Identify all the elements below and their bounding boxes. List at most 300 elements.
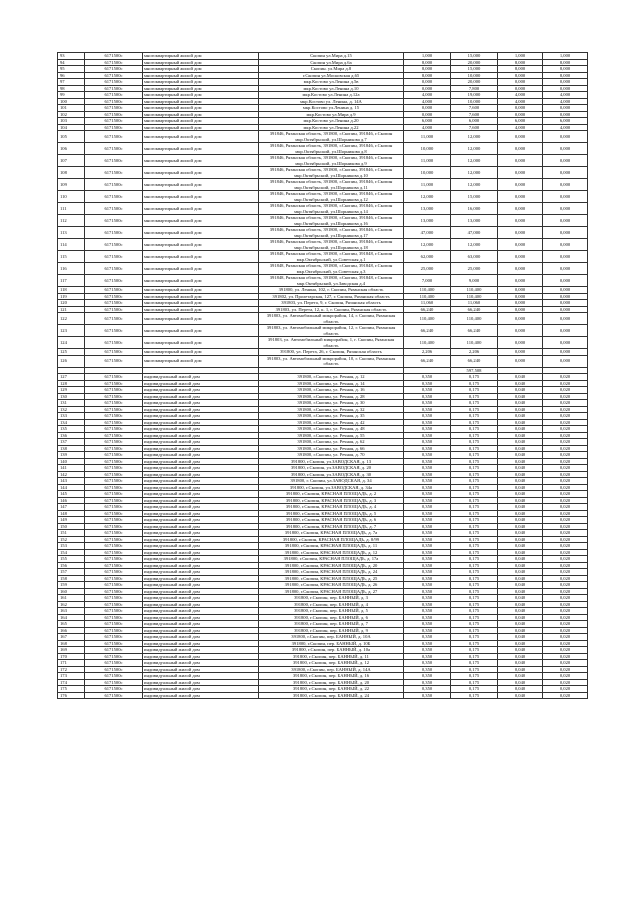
- cell-address: 391800, г.Скопин, ул.ЗАВОДСКАЯ, д. 30: [259, 471, 404, 478]
- cell-value-3: 0,000: [498, 251, 543, 263]
- cell-code: 6171500с: [85, 167, 143, 179]
- cell-code: 6171500с: [85, 337, 143, 349]
- cell-value-2: 66,240: [451, 306, 498, 313]
- cell-value-2: 0,175: [451, 380, 498, 387]
- cell-value-3: 0,040: [498, 465, 543, 472]
- cell-row-number: 104: [58, 124, 85, 131]
- cell-code: 6171500с: [85, 275, 143, 287]
- cell-value-4: 0,020: [543, 647, 588, 654]
- cell-code: 6171500с: [85, 556, 143, 563]
- cell-value-3: 0,000: [498, 111, 543, 118]
- cell-value-1: 0,350: [404, 692, 451, 699]
- cell-code: 6171500с: [85, 355, 143, 367]
- cell-object-type: индивидуальный жилой дом: [143, 497, 259, 504]
- cell-value-1: 0,350: [404, 471, 451, 478]
- table-row: [58, 325, 588, 337]
- cell-row-number: 138: [58, 445, 85, 452]
- cell-value-2: 20,000: [451, 59, 498, 66]
- data-table: [57, 52, 588, 699]
- cell-value-1: 0,350: [404, 452, 451, 459]
- cell-value-1: 0,350: [404, 387, 451, 394]
- cell-code: 6171500с: [85, 679, 143, 686]
- cell-value-2: 25,000: [451, 263, 498, 275]
- cell-address: 391800, г.Скопин, КРАСНАЯ ПЛОЩАДЬ, д. 25: [259, 575, 404, 582]
- table-row: [58, 227, 588, 239]
- cell-address: 391800, г.Скопин, пер. БАННЫЙ, д. 4: [259, 601, 404, 608]
- cell-code: 6171500с: [85, 673, 143, 680]
- cell-value-2: 0,175: [451, 562, 498, 569]
- cell-object-type: индивидуальный жилой дом: [143, 478, 259, 485]
- cell-value-3: 0,000: [498, 337, 543, 349]
- cell-code: 6171500с: [85, 400, 143, 407]
- cell-value-3: 0,040: [498, 491, 543, 498]
- cell-value-3: 0,040: [498, 575, 543, 582]
- cell-value-1: 0,350: [404, 458, 451, 465]
- cell-value-2: 0,175: [451, 608, 498, 615]
- cell-row-number: 100: [58, 98, 85, 105]
- cell-code: 6171500с: [85, 465, 143, 472]
- cell-object-type: многоквартирный жилой дом: [143, 72, 259, 79]
- cell-value-2: 0,175: [451, 510, 498, 517]
- cell-value-1: 0,000: [404, 79, 451, 86]
- cell-row-number: 154: [58, 549, 85, 556]
- cell-value-3: 0,040: [498, 471, 543, 478]
- cell-object-type: индивидуальный жилой дом: [143, 634, 259, 641]
- cell-code: 6171500с: [85, 666, 143, 673]
- cell-value-3: 0,040: [498, 634, 543, 641]
- cell-value-2: 47,000: [451, 227, 498, 239]
- cell-value-4: 0,020: [543, 406, 588, 413]
- cell-row-number: 157: [58, 569, 85, 576]
- cell-object-type: индивидуальный жилой дом: [143, 471, 259, 478]
- cell-object-type: индивидуальный жилой дом: [143, 575, 259, 582]
- cell-value-2: 0,175: [451, 556, 498, 563]
- cell-value-4: 0,020: [543, 510, 588, 517]
- cell-code: 6171500с: [85, 536, 143, 543]
- cell-object-type: индивидуальный жилой дом: [143, 452, 259, 459]
- cell-value-3: 0,040: [498, 504, 543, 511]
- cell-object-type: многоквартирный жилой дом: [143, 131, 259, 143]
- cell-value-1: 0,350: [404, 601, 451, 608]
- cell-code: 6171500с: [85, 601, 143, 608]
- cell-code: 6171500с: [85, 588, 143, 595]
- cell-row-number: 93: [58, 53, 85, 60]
- cell-code: 6171500с: [85, 614, 143, 621]
- table-row: [58, 179, 588, 191]
- cell-value-3: 0,000: [498, 155, 543, 167]
- cell-value-4: 0,020: [543, 504, 588, 511]
- cell-value-2: 66,240: [451, 355, 498, 367]
- cell-value-1: 4,000: [404, 124, 451, 131]
- cell-address: 391800, г.Скопин, КРАСНАЯ ПЛОЩАДЬ, д. 27: [259, 588, 404, 595]
- cell-value-3: 0,040: [498, 608, 543, 615]
- cell-value-2: 0,175: [451, 530, 498, 537]
- cell-value-2: 0,175: [451, 666, 498, 673]
- cell-value-1: 0,350: [404, 686, 451, 693]
- cell-value-2: 0,175: [451, 653, 498, 660]
- cell-code: 6171500с: [85, 582, 143, 589]
- cell-value-4: 0,020: [543, 426, 588, 433]
- cell-value-1: 110,400: [404, 337, 451, 349]
- cell-address: 391800, г.Скопин, пер. БАННЫЙ, д. 10А: [259, 634, 404, 641]
- cell-address: мкр.Костово ул.Ленина д.22: [259, 124, 404, 131]
- cell-value-2: 10,000: [451, 98, 498, 105]
- cell-value-4: 0,020: [543, 374, 588, 381]
- cell-value-1: 0,350: [404, 491, 451, 498]
- cell-value-3: 0,000: [498, 263, 543, 275]
- cell-object-type: индивидуальный жилой дом: [143, 400, 259, 407]
- cell-value-2: 0,175: [451, 621, 498, 628]
- cell-code: 6171500с: [85, 215, 143, 227]
- cell-object-type: многоквартирный жилой дом: [143, 79, 259, 86]
- cell-row-number: 152: [58, 536, 85, 543]
- cell-row-number: 94: [58, 59, 85, 66]
- cell-row-number: 169: [58, 647, 85, 654]
- cell-value-3: 0,040: [498, 679, 543, 686]
- cell-value-4: 0,020: [543, 458, 588, 465]
- cell-value-4: 0,000: [543, 325, 588, 337]
- cell-value-4: 0,020: [543, 517, 588, 524]
- cell-value-2: 19,000: [451, 92, 498, 99]
- cell-code: 6171500с: [85, 263, 143, 275]
- cell-address: 391800, г.Скопин, КРАСНАЯ ПЛОЩАДЬ, д. 6: [259, 517, 404, 524]
- cell-code: 6171500с: [85, 419, 143, 426]
- cell-object-type: многоквартирный жилой дом: [143, 118, 259, 125]
- cell-row-number: 128: [58, 380, 85, 387]
- cell-object-type: индивидуальный жилой дом: [143, 523, 259, 530]
- cell-value-2: 12,000: [451, 239, 498, 251]
- cell-object-type: индивидуальный жилой дом: [143, 374, 259, 381]
- cell-object-type: индивидуальный жилой дом: [143, 406, 259, 413]
- cell-value-1: 0,350: [404, 588, 451, 595]
- table-row: [58, 313, 588, 325]
- cell-object-type: индивидуальный жилой дом: [143, 608, 259, 615]
- cell-value-2: 0,175: [451, 491, 498, 498]
- cell-address: 391848, Рязанская область, 391800, г.Скопин, 391848, г.Скопин мкр.Октябрьский, ул.Советская д.3: [259, 263, 404, 275]
- cell-value-2: 11,060: [451, 300, 498, 307]
- cell-value-3: 0,000: [498, 355, 543, 367]
- cell-value-2: 0,175: [451, 504, 498, 511]
- cell-address: 391800, г.Скопин, КРАСНАЯ ПЛОЩАДЬ, д. 7: [259, 523, 404, 530]
- cell-object-type: индивидуальный жилой дом: [143, 491, 259, 498]
- cell-value-3: 0,040: [498, 582, 543, 589]
- cell-address: 391800, г.Скопин, ул. Речная, д. 66: [259, 445, 404, 452]
- cell-address: 391800, г. Скопин, ул.ЗАВОДСКАЯ, д. 34: [259, 478, 404, 485]
- cell-object-type: многоквартирный жилой дом: [143, 251, 259, 263]
- cell-value-3: 0,000: [498, 191, 543, 203]
- cell-value-1: 11,000: [404, 131, 451, 143]
- cell-value-2: 66,240: [451, 325, 498, 337]
- cell-code: 6171500с: [85, 111, 143, 118]
- cell-object-type: индивидуальный жилой дом: [143, 686, 259, 693]
- cell-value-1: 8,000: [404, 66, 451, 73]
- cell-value-4: 0,020: [543, 393, 588, 400]
- cell-value-1: 0,350: [404, 530, 451, 537]
- cell-value-2: 0,175: [451, 588, 498, 595]
- cell-row-number: 146: [58, 497, 85, 504]
- cell-value-3: 0,040: [498, 627, 543, 634]
- cell-row-number: 95: [58, 66, 85, 73]
- cell-value-2: 7,600: [451, 105, 498, 112]
- table-row: [58, 167, 588, 179]
- cell-row-number: 148: [58, 510, 85, 517]
- cell-address: 391800, г.Скопин, КРАСНАЯ ПЛОЩАДЬ, д. 7а: [259, 530, 404, 537]
- cell-value-4: 0,020: [543, 575, 588, 582]
- cell-value-2: 12,000: [451, 155, 498, 167]
- cell-value-1: 0,350: [404, 673, 451, 680]
- cell-row-number: 98: [58, 85, 85, 92]
- cell-value-4: 0,020: [543, 562, 588, 569]
- cell-value-1: 0,350: [404, 497, 451, 504]
- cell-object-type: индивидуальный жилой дом: [143, 510, 259, 517]
- cell-row-number: 142: [58, 471, 85, 478]
- cell-code: 6171500с: [85, 85, 143, 92]
- cell-value-2: 0,175: [451, 413, 498, 420]
- cell-value-1: 11,060: [404, 300, 451, 307]
- cell-row-number: 130: [58, 393, 85, 400]
- cell-code: 6171500с: [85, 393, 143, 400]
- cell-code: 6171500с: [85, 239, 143, 251]
- cell-value-1: 66,240: [404, 355, 451, 367]
- cell-value-2: 597,508: [451, 367, 498, 374]
- cell-value-3: 0,040: [498, 549, 543, 556]
- cell-address: 391846, Рязанская область, 391800, г.Скопин, 391846, г.Скопин мкр.Октябрьский, ул.Шорникова д.18: [259, 239, 404, 251]
- cell-row-number: 151: [58, 530, 85, 537]
- cell-value-3: 0,000: [498, 227, 543, 239]
- cell-object-type: многоквартирный жилой дом: [143, 92, 259, 99]
- cell-value-1: 0,000: [404, 111, 451, 118]
- cell-code: 6171500с: [85, 325, 143, 337]
- cell-object-type: многоквартирный жилой дом: [143, 179, 259, 191]
- cell-value-3: 0,040: [498, 640, 543, 647]
- cell-value-3: 0,040: [498, 432, 543, 439]
- cell-value-3: 0,040: [498, 673, 543, 680]
- cell-value-4: 0,000: [543, 79, 588, 86]
- cell-row-number: 168: [58, 640, 85, 647]
- cell-object-type: индивидуальный жилой дом: [143, 432, 259, 439]
- cell-object-type: индивидуальный жилой дом: [143, 426, 259, 433]
- cell-value-3: 0,040: [498, 387, 543, 394]
- cell-object-type: многоквартирный жилой дом: [143, 191, 259, 203]
- cell-value-3: 0,000: [498, 143, 543, 155]
- cell-row-number: 112: [58, 215, 85, 227]
- cell-address: 391800, г.Скопин, ул. Речная, д. 55: [259, 432, 404, 439]
- cell-value-2: 0,175: [451, 497, 498, 504]
- cell-object-type: индивидуальный жилой дом: [143, 679, 259, 686]
- cell-code: 6171500с: [85, 300, 143, 307]
- cell-code: 6171500с: [85, 293, 143, 300]
- cell-code: 6171500с: [85, 471, 143, 478]
- cell-code: 6171500с: [85, 445, 143, 452]
- cell-object-type: индивидуальный жилой дом: [143, 595, 259, 602]
- cell-value-1: 0,350: [404, 562, 451, 569]
- cell-value-4: 0,020: [543, 627, 588, 634]
- cell-value-1: 4,000: [404, 92, 451, 99]
- cell-address: мкр.Костово ул.Ленина д.12а: [259, 92, 404, 99]
- cell-value-4: 0,000: [543, 337, 588, 349]
- cell-value-2: 0,175: [451, 452, 498, 459]
- cell-value-4: 0,020: [543, 491, 588, 498]
- cell-value-2: 0,175: [451, 660, 498, 667]
- cell-address: 391800, г.Скопин, пер. БАННЫЙ, д. 11: [259, 653, 404, 660]
- cell-value-1: 0,350: [404, 478, 451, 485]
- cell-value-3: 0,040: [498, 595, 543, 602]
- cell-value-4: 0,020: [543, 549, 588, 556]
- cell-value-1: 4,000: [404, 98, 451, 105]
- cell-value-3: 0,000: [498, 85, 543, 92]
- cell-row-number: 101: [58, 105, 85, 112]
- cell-value-2: 0,175: [451, 465, 498, 472]
- cell-value-2: 7,800: [451, 85, 498, 92]
- cell-value-4: 4,000: [543, 92, 588, 99]
- cell-object-type: индивидуальный жилой дом: [143, 614, 259, 621]
- table-row: [58, 263, 588, 275]
- cell-row-number: 170: [58, 653, 85, 660]
- cell-code: 6171500с: [85, 92, 143, 99]
- cell-row-number: 105: [58, 131, 85, 143]
- cell-row-number: 155: [58, 556, 85, 563]
- cell-object-type: многоквартирный жилой дом: [143, 275, 259, 287]
- cell-address: 391800, г.Скопин, КРАСНАЯ ПЛОЩАДЬ, д. 3: [259, 497, 404, 504]
- cell-value-4: 8,000: [543, 59, 588, 66]
- cell-value-3: 0,040: [498, 666, 543, 673]
- cell-value-3: 0,000: [498, 79, 543, 86]
- cell-address: 391800, г.Скопин, пер. БАННЫЙ, д. 10а: [259, 647, 404, 654]
- cell-code: 6171500с: [85, 517, 143, 524]
- cell-value-4: 0,000: [543, 131, 588, 143]
- cell-object-type: индивидуальный жилой дом: [143, 543, 259, 550]
- cell-value-4: 0,020: [543, 621, 588, 628]
- cell-object-type: многоквартирный жилой дом: [143, 167, 259, 179]
- cell-object-type: индивидуальный жилой дом: [143, 445, 259, 452]
- cell-value-3: 0,040: [498, 419, 543, 426]
- cell-value-1: 0,350: [404, 582, 451, 589]
- cell-object-type: многоквартирный жилой дом: [143, 325, 259, 337]
- cell-address: 391800, г.Скопин, КРАСНАЯ ПЛОЩАДЬ, д. 12: [259, 549, 404, 556]
- cell-value-1: 0,350: [404, 549, 451, 556]
- cell-value-4: 0,020: [543, 465, 588, 472]
- cell-object-type: многоквартирный жилой дом: [143, 306, 259, 313]
- cell-value-2: 6,000: [451, 118, 498, 125]
- cell-code: 6171500с: [85, 549, 143, 556]
- cell-code: 6171500с: [85, 251, 143, 263]
- cell-value-1: 0,350: [404, 627, 451, 634]
- cell-object-type: многоквартирный жилой дом: [143, 263, 259, 275]
- cell-row-number: 147: [58, 504, 85, 511]
- cell-address: г.Скопин ул.Московская д.65: [259, 72, 404, 79]
- cell-address: мкр.Костово ул.Ленина д.5в: [259, 79, 404, 86]
- cell-object-type: индивидуальный жилой дом: [143, 413, 259, 420]
- cell-value-1: 66,240: [404, 306, 451, 313]
- cell-row-number: 139: [58, 452, 85, 459]
- cell-value-1: 0,350: [404, 679, 451, 686]
- cell-row-number: 107: [58, 155, 85, 167]
- cell-value-2: 20,000: [451, 79, 498, 86]
- cell-value-3: 1,000: [498, 53, 543, 60]
- cell-value-1: 0,350: [404, 510, 451, 517]
- cell-value-4: 0,000: [543, 85, 588, 92]
- cell-value-4: 0,020: [543, 588, 588, 595]
- cell-value-1: 1,000: [404, 53, 451, 60]
- cell-code: 6171500с: [85, 562, 143, 569]
- cell-row-number: 125: [58, 349, 85, 356]
- cell-object-type: многоквартирный жилой дом: [143, 66, 259, 73]
- cell-address: 391802, ул. Пролетарская, 127, г. Скопин, Рязанская область: [259, 293, 404, 300]
- cell-code: 6171500с: [85, 523, 143, 530]
- cell-value-1: 0,350: [404, 445, 451, 452]
- cell-value-4: 0,020: [543, 660, 588, 667]
- cell-value-4: 0,020: [543, 413, 588, 420]
- cell-value-4: 0,000: [543, 251, 588, 263]
- cell-object-type: многоквартирный жилой дом: [143, 203, 259, 215]
- cell-address: Скопин ул.Мира д.15: [259, 53, 404, 60]
- cell-value-4: 0,000: [543, 111, 588, 118]
- cell-value-2: 0,175: [451, 614, 498, 621]
- cell-code: 6171500с: [85, 59, 143, 66]
- cell-object-type: индивидуальный жилой дом: [143, 621, 259, 628]
- cell-object-type: многоквартирный жилой дом: [143, 313, 259, 325]
- cell-value-3: 0,040: [498, 660, 543, 667]
- cell-object-type: индивидуальный жилой дом: [143, 569, 259, 576]
- cell-value-3: 0,040: [498, 445, 543, 452]
- cell-value-4: 0,000: [543, 239, 588, 251]
- cell-code: 6171500с: [85, 484, 143, 491]
- cell-value-1: 66,240: [404, 325, 451, 337]
- cell-value-1: 110,400: [404, 293, 451, 300]
- cell-address: 391800, г.Скопин, пер. БАННЫЙ, д. 22: [259, 686, 404, 693]
- cell-code: 6171500с: [85, 478, 143, 485]
- cell-address: 391846, Рязанская область, 391800, г.Скопин, 391846, г.Скопин мкр.Октябрьский, ул.Шорникова д.14: [259, 203, 404, 215]
- cell-value-4: 0,000: [543, 275, 588, 287]
- cell-value-1: 13,000: [404, 203, 451, 215]
- cell-value-2: 12,000: [451, 167, 498, 179]
- cell-address: 391800, г.Скопин, пер. БАННЫЙ, д. 9: [259, 627, 404, 634]
- cell-address: 391800, г.Скопин, пер. БАННЫЙ, д. 5: [259, 608, 404, 615]
- cell-address: 391803, ул. Автомобильный микрорайон, 10, г. Скопин, Рязанская область: [259, 355, 404, 367]
- cell-value-3: 0,040: [498, 614, 543, 621]
- cell-value-4: 0,020: [543, 601, 588, 608]
- cell-object-type: многоквартирный жилой дом: [143, 337, 259, 349]
- cell-value-1: 0,350: [404, 419, 451, 426]
- cell-value-4: 0,000: [543, 293, 588, 300]
- cell-row-number: 140: [58, 458, 85, 465]
- cell-value-4: 0,000: [543, 300, 588, 307]
- cell-value-1: 8,000: [404, 72, 451, 79]
- cell-row-number: 126: [58, 355, 85, 367]
- cell-row-number: 165: [58, 621, 85, 628]
- cell-value-3: 0,040: [498, 601, 543, 608]
- cell-value-1: 0,350: [404, 575, 451, 582]
- table-row: [58, 692, 588, 699]
- cell-value-2: 15,000: [451, 191, 498, 203]
- cell-value-3: 0,040: [498, 426, 543, 433]
- cell-value-2: 0,175: [451, 484, 498, 491]
- cell-value-1: 0,350: [404, 413, 451, 420]
- cell-object-type: многоквартирный жилой дом: [143, 215, 259, 227]
- cell-value-2: 0,175: [451, 601, 498, 608]
- cell-row-number: 159: [58, 582, 85, 589]
- cell-address: 391800, г.Скопин, ул. Речная, д. 32: [259, 406, 404, 413]
- cell-address: мкр.Костово ул.Ленина д.20: [259, 118, 404, 125]
- cell-value-1: 0,350: [404, 406, 451, 413]
- cell-value-2: 0,175: [451, 458, 498, 465]
- cell-row-number: 106: [58, 143, 85, 155]
- cell-row-number: 160: [58, 588, 85, 595]
- cell-value-4: 0,000: [543, 227, 588, 239]
- cell-value-4: 0,000: [543, 155, 588, 167]
- cell-code: 6171500с: [85, 543, 143, 550]
- cell-value-3: 0,040: [498, 523, 543, 530]
